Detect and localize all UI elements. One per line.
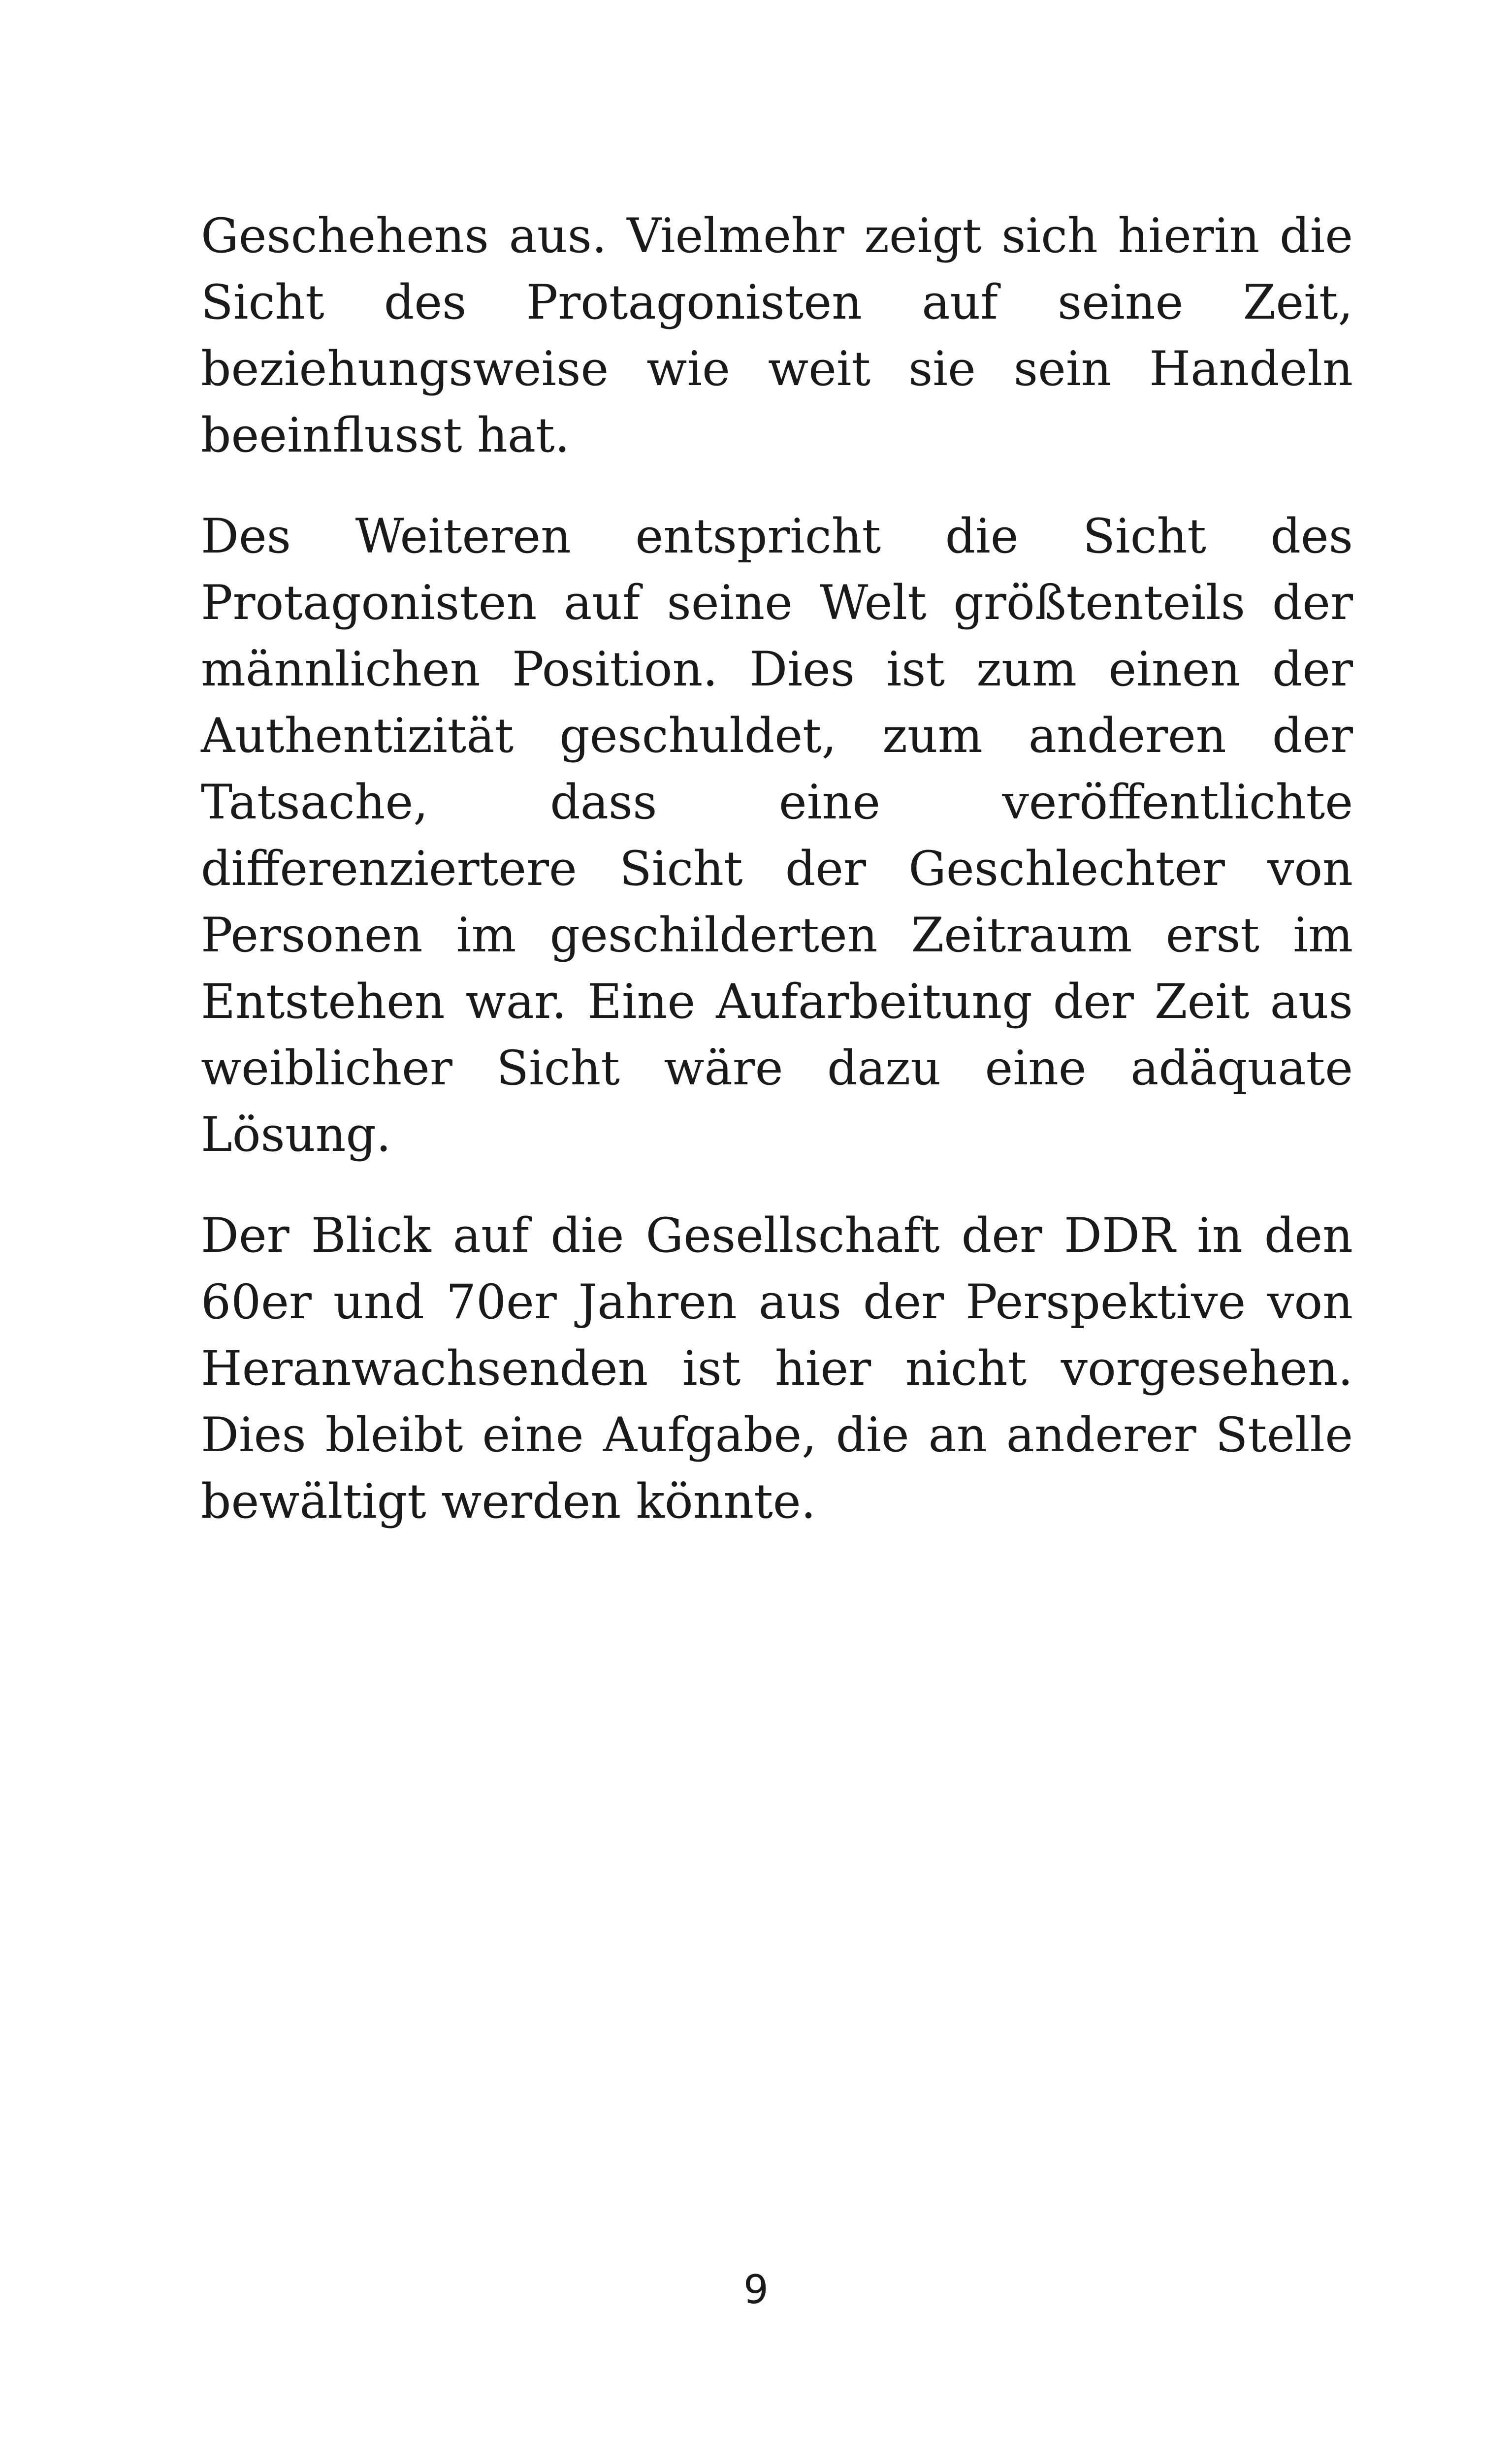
- page-number: 9: [743, 2267, 769, 2313]
- paragraph-3: Der Blick auf die Gesellschaft der DDR in den 60er und 70er Jahren aus der Perspektive von Heranwachsenden ist hier nicht vorgesehen. Dies bleibt eine Aufgabe, die an anderer Stelle bewältigt werden könnte.: [201, 1208, 1353, 1529]
- paragraph-1: Geschehens aus. Vielmehr zeigt sich hierin die Sicht des Protagonisten auf seine Zeit, beziehungsweise wie weit sie sein Handeln beeinflusst hat.: [201, 208, 1353, 463]
- body-text: [201, 203, 1353, 1569]
- paragraph-2: Des Weiteren entspricht die Sicht des Protagonisten auf seine Welt größtenteils der männlichen Position. Dies ist zum einen der Authentizität geschuldet, zum anderen der Tatsache, dass eine veröffentlichte differenziertere Sicht der Geschlechter von Personen im geschilderten Zeitraum erst im Entstehen war. Eine Aufarbeitung der Zeit aus weiblicher Sicht wäre dazu eine adäquate Lösung.: [201, 509, 1353, 1162]
